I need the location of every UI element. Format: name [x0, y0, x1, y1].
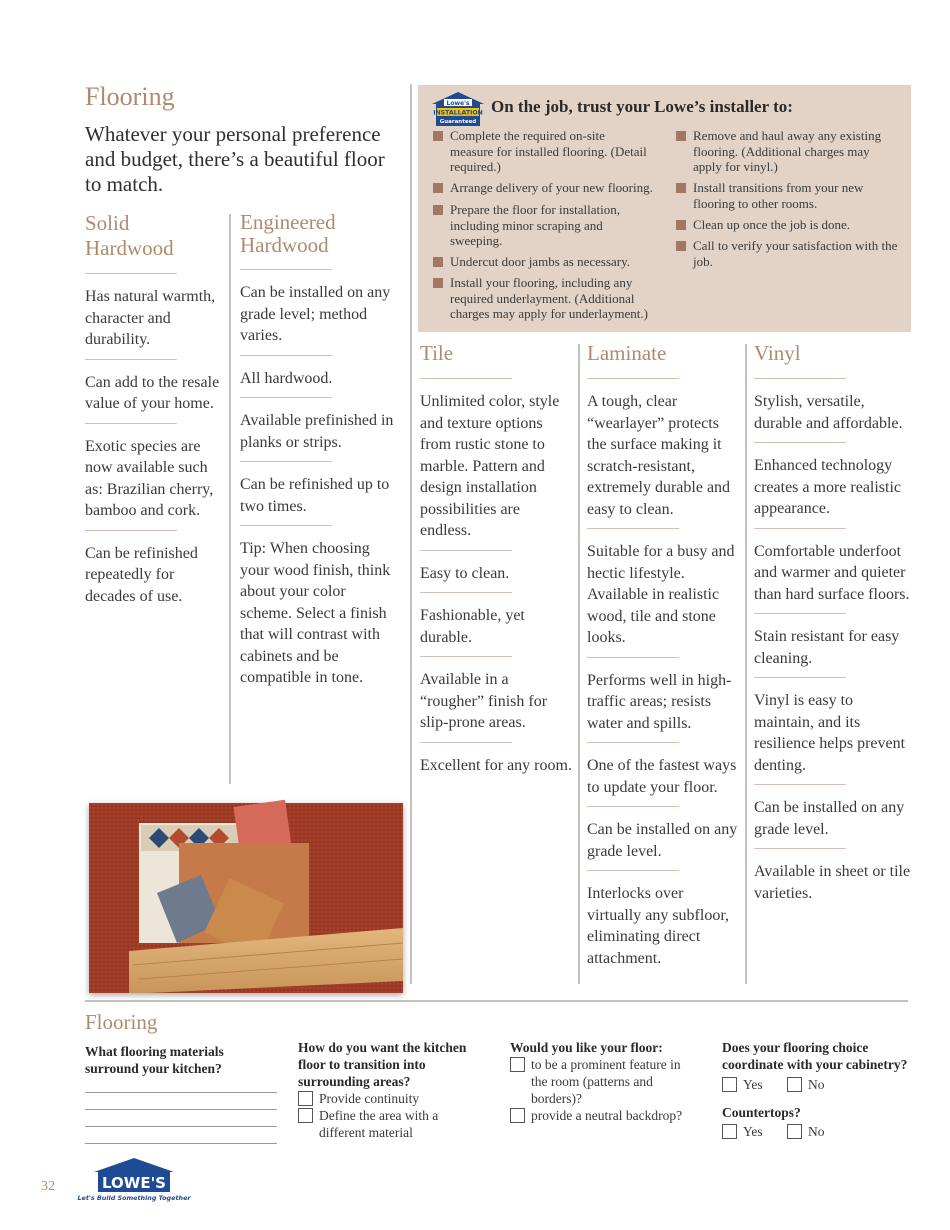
list-item: Performs well in high-traffic areas; resists water and spills.	[587, 671, 732, 732]
divider	[229, 214, 231, 784]
list-item: Excellent for any room.	[420, 756, 572, 774]
logo-wordmark: LOWE'S	[102, 1174, 166, 1192]
list-item: Has natural warmth, character and durability.	[85, 288, 216, 348]
rule	[754, 784, 846, 785]
rule	[240, 355, 332, 356]
checkbox-neutral-backdrop[interactable]	[510, 1108, 525, 1123]
rule	[240, 397, 332, 398]
worksheet-heading: Flooring	[85, 1010, 158, 1034]
question-transition: How do you want the kitchen floor to transition into surrounding areas?	[298, 1040, 467, 1089]
installation-bullet: Call to verify your satisfaction with the job.	[676, 238, 898, 269]
checkbox-prominent-feature[interactable]	[510, 1057, 525, 1072]
label-yes: Yes	[743, 1124, 763, 1139]
installation-bullet: Arrange delivery of your new flooring.	[433, 180, 665, 196]
list-item: All hardwood.	[240, 369, 333, 387]
write-in-line[interactable]	[85, 1092, 277, 1093]
checkbox-countertops-no[interactable]	[787, 1124, 802, 1139]
option-continuity: Provide continuity	[319, 1091, 420, 1106]
rule	[754, 528, 846, 529]
label-no: No	[808, 1077, 825, 1092]
list-item: A tough, clear “wearlayer” protects the surface making it scratch-resistant, extremely durable and easy to clean.	[587, 393, 731, 518]
write-in-line[interactable]	[85, 1143, 277, 1144]
checkbox-continuity[interactable]	[298, 1091, 313, 1106]
label-yes: Yes	[743, 1077, 763, 1092]
rule	[420, 742, 512, 743]
laminate-column	[587, 341, 739, 969]
rule	[587, 742, 679, 743]
tile-column	[420, 341, 572, 776]
rule	[240, 525, 332, 526]
question-floor-role: Would you like your floor:	[510, 1040, 663, 1055]
divider	[578, 344, 580, 984]
list-item: Interlocks over virtually any subfloor, eliminating direct attachment.	[587, 885, 729, 967]
list-item: Comfortable underfoot and warmer and quieter than hard surface floors.	[754, 542, 910, 603]
checkbox-countertops-yes[interactable]	[722, 1124, 737, 1139]
installation-bullet: Remove and haul away any existing flooring. (Additional charges may apply for vinyl.)	[676, 128, 898, 175]
question-countertops: Countertops?	[722, 1105, 801, 1120]
solid-hardwood-heading: Solid Hardwood	[85, 211, 174, 260]
list-item: Enhanced technology creates a more realistic appearance.	[754, 457, 902, 517]
checkbox-define-area[interactable]	[298, 1108, 313, 1123]
badge-top-text: Lowe's	[446, 100, 470, 107]
installation-bullet: Install your flooring, including any required underlayment. (Additional charges may apply for underlayment.)	[433, 275, 665, 322]
rule	[85, 359, 177, 360]
rule	[587, 528, 679, 529]
list-item: Can be installed on any grade level; method varies.	[240, 284, 391, 344]
list-item: Stylish, versatile, durable and affordable.	[754, 393, 903, 432]
rule	[420, 550, 512, 551]
badge-mid-text: INSTALLATION	[433, 109, 483, 117]
write-in-line[interactable]	[85, 1109, 277, 1110]
list-item: Can be refinished repeatedly for decades of use.	[85, 544, 198, 605]
rule	[754, 613, 846, 614]
list-item: Available prefinished in planks or strips.	[240, 412, 394, 451]
installation-bullet: Undercut door jambs as necessary.	[433, 254, 665, 270]
question-cabinetry: Does your flooring choice coordinate with your cabinetry?	[722, 1040, 908, 1072]
option-define-area: Define the area with a different material	[319, 1108, 439, 1140]
rule	[85, 423, 177, 424]
logo-tagline: Let's Build Something Together	[77, 1194, 191, 1202]
badge-bottom-text: Guaranteed	[439, 119, 477, 125]
list-item: Can be installed on any grade level.	[587, 821, 738, 860]
list-item: Can be refinished up to two times.	[240, 476, 390, 515]
list-item: Unlimited color, style and texture options from rustic stone to marble. Pattern and design installation possibilities are endless.	[420, 393, 560, 539]
installation-guaranteed-badge	[432, 92, 484, 126]
list-item: Vinyl is easy to maintain, and its resilience helps prevent denting.	[754, 692, 906, 774]
rule	[587, 657, 679, 658]
flooring-samples-photo	[89, 803, 403, 993]
checkbox-cabinetry-no[interactable]	[787, 1077, 802, 1092]
list-item: Available in a “rougher” finish for slip-prone areas.	[420, 671, 548, 731]
rule	[587, 870, 679, 871]
option-neutral-backdrop: provide a neutral backdrop?	[531, 1108, 683, 1123]
list-item: Can add to the resale value of your home.	[85, 373, 220, 412]
list-item: Easy to clean.	[420, 564, 510, 582]
tile-heading: Tile	[420, 341, 454, 365]
engineered-hardwood-heading: Engineered Hardwood	[240, 210, 336, 257]
divider	[745, 344, 747, 984]
solid-hardwood-column	[85, 211, 223, 607]
rule	[754, 677, 846, 678]
rule	[240, 461, 332, 462]
rule	[754, 442, 846, 443]
section-divider	[85, 1000, 908, 1002]
list-item: Exotic species are now available such as: Brazilian cherry, bamboo and cork.	[85, 437, 214, 519]
list-item: Fashionable, yet durable.	[420, 607, 525, 646]
vinyl-heading: Vinyl	[754, 341, 801, 365]
list-item: Can be installed on any grade level.	[754, 799, 905, 838]
page-title: Flooring	[85, 82, 175, 111]
label-no: No	[808, 1124, 825, 1139]
rule	[587, 806, 679, 807]
list-item: Stain resistant for easy cleaning.	[754, 628, 900, 667]
vinyl-column	[754, 341, 912, 904]
installation-bullet: Install transitions from your new flooring to other rooms.	[676, 180, 893, 211]
installation-bullet: Prepare the floor for installation, including minor scraping and sweeping.	[433, 202, 650, 249]
list-item: Suitable for a busy and hectic lifestyle. Available in realistic wood, tile and stone looks.	[587, 543, 735, 646]
checkbox-cabinetry-yes[interactable]	[722, 1077, 737, 1092]
installation-title: On the job, trust your Lowe’s installer to:	[491, 97, 793, 116]
list-item: One of the fastest ways to update your floor.	[587, 757, 737, 796]
installation-bullet: Complete the required on-site measure for installed flooring. (Detail required.)	[433, 128, 650, 175]
installation-bullet: Clean up once the job is done.	[676, 217, 908, 233]
rule	[420, 656, 512, 657]
page-subtitle: Whatever your personal preference and budget, there’s a beautiful floor to match.	[85, 122, 385, 196]
list-item: Available in sheet or tile varieties.	[754, 863, 911, 902]
list-item: Tip: When choosing your wood finish, think about your color scheme. Select a finish that will contrast with cabinets and be compatible in tone.	[240, 540, 391, 686]
question-materials: What flooring materials surround your kitchen?	[85, 1044, 224, 1076]
page-number: 32	[41, 1179, 55, 1194]
engineered-hardwood-column	[240, 211, 400, 689]
divider	[410, 84, 412, 984]
rule	[420, 592, 512, 593]
laminate-heading: Laminate	[587, 341, 667, 365]
rule	[85, 530, 177, 531]
rule	[754, 848, 846, 849]
lowes-logo	[77, 1158, 191, 1202]
option-prominent-feature: to be a prominent feature in the room (patterns and borders)?	[531, 1057, 681, 1106]
write-in-line[interactable]	[85, 1126, 277, 1127]
